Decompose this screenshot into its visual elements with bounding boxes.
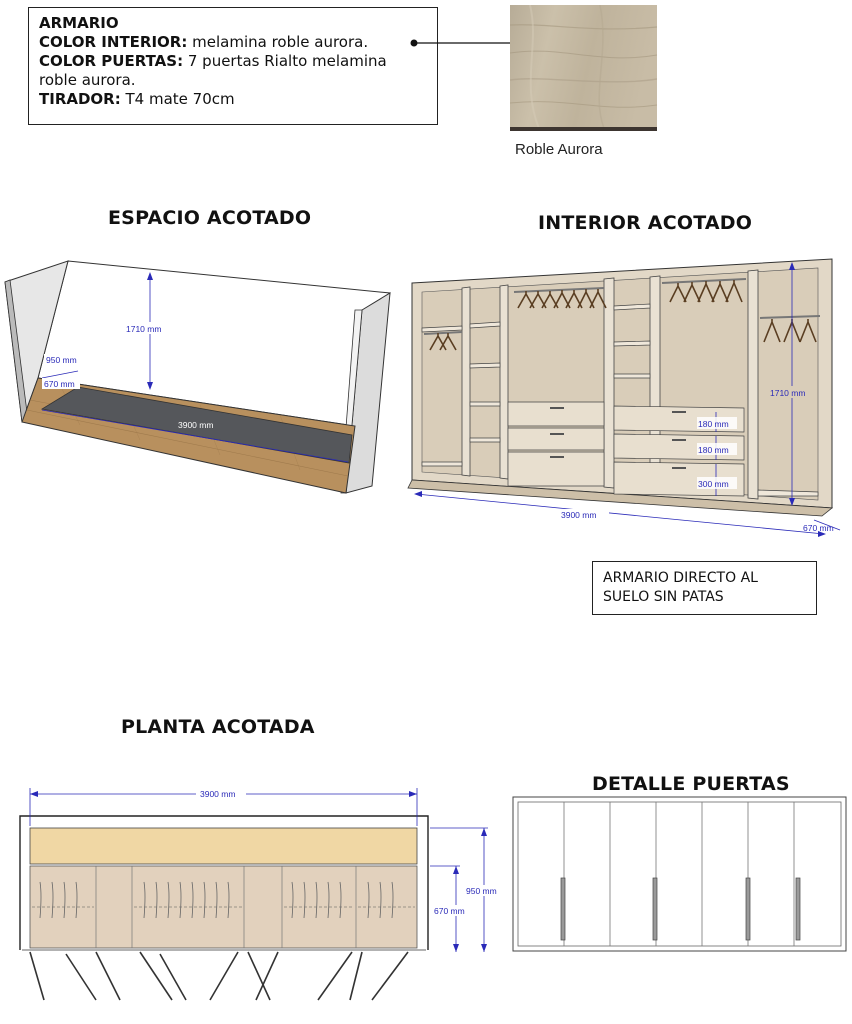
swatch-label: Roble Aurora — [515, 141, 603, 158]
plan-depth-outer-label: 950 mm — [466, 886, 497, 896]
note-box — [592, 561, 817, 615]
note-text: ARMARIO DIRECTO AL SUELO SIN PATAS — [603, 570, 758, 605]
plan-width-label: 3900 mm — [200, 789, 236, 799]
door-handle — [653, 878, 657, 940]
title-plan: PLANTA ACOTADA — [121, 716, 315, 738]
interior-height-label: 1710 mm — [770, 388, 806, 398]
space-3d-drawing — [0, 250, 400, 500]
interior-depth-label: 670 mm — [803, 523, 834, 533]
drawer1-dim-label: 180 mm — [698, 419, 729, 429]
plan-drawing — [0, 770, 510, 1020]
interior-width-label: 3900 mm — [561, 510, 597, 520]
spec-heading: ARMARIO — [39, 14, 119, 32]
doors-value: 7 puertas Rialto melamina roble aurora. — [39, 52, 387, 89]
door-handle — [746, 878, 750, 940]
interior-3d-drawing — [404, 250, 852, 545]
doors-label: COLOR PUERTAS: — [39, 52, 184, 70]
title-space: ESPACIO ACOTADO — [108, 207, 312, 229]
title-doors: DETALLE PUERTAS — [592, 773, 790, 795]
handle-value: T4 mate 70cm — [120, 90, 235, 108]
interior-value: melamina roble aurora. — [187, 33, 369, 51]
drawer3-dim-label: 300 mm — [698, 479, 729, 489]
doors-elevation-drawing — [512, 794, 848, 956]
interior-label: COLOR INTERIOR: — [39, 33, 188, 51]
space-depth-inner-label: 670 mm — [44, 379, 75, 389]
drawer2-dim-label: 180 mm — [698, 445, 729, 455]
space-width-label: 3900 mm — [178, 420, 214, 430]
title-interior: INTERIOR ACOTADO — [538, 212, 753, 234]
door-handle — [561, 878, 565, 940]
handle-label: TIRADOR: — [39, 90, 121, 108]
plan-depth-inner-label: 670 mm — [434, 906, 465, 916]
door-handle — [796, 878, 800, 940]
roble-aurora-swatch — [510, 5, 657, 131]
space-height-label: 1710 mm — [126, 324, 162, 334]
space-depth-outer-label: 950 mm — [46, 355, 77, 365]
